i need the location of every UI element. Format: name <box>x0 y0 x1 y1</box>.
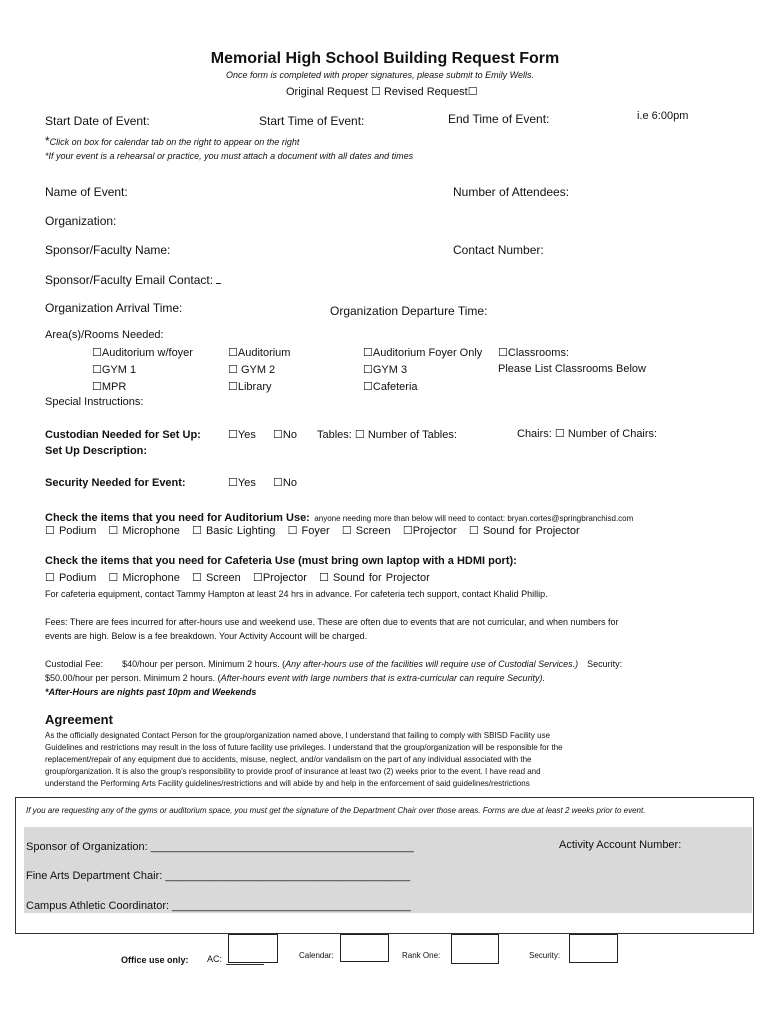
caf-podium-label: Podium <box>58 572 97 584</box>
office-rank-one-box[interactable] <box>451 934 499 964</box>
area-mpr[interactable] <box>92 380 126 393</box>
custodian-no-label: No <box>282 429 297 441</box>
aud-screen-label: Screen <box>355 525 391 537</box>
tables-label: Tables: <box>317 429 352 441</box>
area-library-checkbox[interactable] <box>228 381 238 393</box>
signature-note: If you are requesting any of the gyms or auditorium space, you must get the signature of the Department Chair over those areas. Forms are due at least 2 weeks prior to event. <box>26 806 646 815</box>
contact-number-label: Contact Number: <box>453 243 544 257</box>
area-auditorium-checkbox[interactable] <box>228 347 238 359</box>
area-mpr-checkbox[interactable] <box>92 381 102 393</box>
auditorium-items <box>45 524 580 537</box>
area-gym1[interactable] <box>92 363 136 376</box>
security-yes-checkbox[interactable] <box>228 477 238 489</box>
security-yes[interactable] <box>228 476 256 489</box>
caf-screen-label: Screen <box>205 572 241 584</box>
custodian-yes-checkbox[interactable] <box>228 429 238 441</box>
special-instructions-label: Special Instructions: <box>45 396 144 408</box>
agreement-line-3: replacement/repair of any equipment due to accidents, misuse, neglect, and/or vandalism on the part of any individual associated with the <box>45 755 532 764</box>
custodian-label: Custodian Needed for Set Up: <box>45 429 201 441</box>
custodian-yes-label: Yes <box>237 429 256 441</box>
security-fee-rate: $50.00/hour per person. Minimum 2 hours. ( <box>45 673 221 683</box>
caf-microphone-label: Microphone <box>122 572 180 584</box>
area-auditorium[interactable] <box>228 346 290 359</box>
start-date-label: Start Date of Event: <box>45 114 150 128</box>
custodial-fee-rate: $40/hour per person. Minimum 2 hours. ( <box>122 659 286 669</box>
revised-request-checkbox[interactable] <box>468 86 478 98</box>
area-gym1-checkbox[interactable] <box>92 364 102 376</box>
security-fee-row <box>45 673 545 683</box>
area-auditorium-foyer-label: Auditorium w/foyer <box>101 347 193 359</box>
aud-sound-checkbox[interactable] <box>469 525 479 537</box>
fees-line-2: events are high. Below is a fee breakdown. Your Activity Account will be charged. <box>45 631 368 641</box>
cafeteria-note: For cafeteria equipment, contact Tammy Hampton at least 24 hrs in advance. For cafeteria tech support, contact Khalid Phillip. <box>45 589 548 599</box>
agreement-line-5: understand the Performing Arts Facility guidelines/restrictions and will abide by and help in the enforcement of said guidelines/restrictions <box>45 779 530 788</box>
area-cafeteria-checkbox[interactable] <box>363 381 373 393</box>
area-auditorium-label: Auditorium <box>237 347 291 359</box>
agreement-line-1: As the officially designated Contact Person for the group/organization named above, I understand that failing to comply with SBISD Facility use <box>45 731 551 740</box>
area-library-label: Library <box>237 381 272 393</box>
chairs-checkbox[interactable] <box>555 428 565 440</box>
organization-label: Organization: <box>45 214 117 228</box>
calendar-note-text: Click on box for calendar tab on the right to appear on the right <box>49 137 300 147</box>
original-request-checkbox[interactable] <box>371 86 381 98</box>
aud-screen-checkbox[interactable] <box>342 525 352 537</box>
office-security-label: Security: <box>529 951 561 960</box>
area-gym3[interactable] <box>363 363 407 376</box>
rehearsal-note: *If your event is a rehearsal or practice, you must attach a document with all dates and times <box>45 151 414 161</box>
area-gym3-label: GYM 3 <box>372 364 408 376</box>
area-gym3-checkbox[interactable] <box>363 364 373 376</box>
areas-label: Area(s)/Rooms Needed: <box>45 329 164 341</box>
departure-time-label: Organization Departure Time: <box>330 304 488 318</box>
aud-podium-label: Podium <box>58 525 97 537</box>
office-use-label: Office use only: <box>121 955 189 965</box>
auditorium-use-heading: Check the items that you need for Auditorium Use: <box>45 512 310 524</box>
area-classrooms-checkbox[interactable] <box>498 347 508 359</box>
custodial-fee-note: Any after-hours use of the facilities will require use of Custodial Services.) <box>285 659 579 669</box>
sponsor-email-row <box>45 272 221 287</box>
custodial-fee-label: Custodial Fee: <box>45 659 104 669</box>
start-time-label: Start Time of Event: <box>259 114 365 128</box>
security-no-checkbox[interactable] <box>273 477 283 489</box>
office-calendar-label: Calendar: <box>299 951 334 960</box>
tables-checkbox[interactable] <box>355 429 365 441</box>
page-subtitle: Once form is completed with proper signatures, please submit to Emily Wells. <box>226 70 534 80</box>
security-fee-note: After-hours event with large numbers that is extra-curricular can require Security). <box>220 673 546 683</box>
custodian-yes[interactable] <box>228 428 256 441</box>
agreement-line-4: group/organization. It is also the group's responsibility to provide proof of insurance at least two (2) weeks prior to the event. I have read and <box>45 767 541 776</box>
chairs-label: Chairs: <box>517 428 552 440</box>
office-ac-label: AC: <box>207 954 223 964</box>
office-calendar-box[interactable] <box>340 934 389 962</box>
aud-projector-label: Projector <box>412 525 457 537</box>
arrival-time-label: Organization Arrival Time: <box>45 301 183 315</box>
custodial-fee-row <box>45 659 622 669</box>
caf-projector-checkbox[interactable] <box>253 572 263 584</box>
area-auditorium-foyer[interactable] <box>92 346 193 359</box>
end-time-label: End Time of Event: <box>448 112 550 126</box>
fees-line-1: Fees: There are fees incurred for after-hours use and weekend use. These are often due to events that are not curricular, and when numbers for <box>45 617 619 627</box>
security-no[interactable] <box>273 476 297 489</box>
athletic-signature-line[interactable]: Campus Athletic Coordinator: _______________________________________ <box>26 900 411 912</box>
sponsor-name-label: Sponsor/Faculty Name: <box>45 243 171 257</box>
tables-row <box>317 428 457 441</box>
aud-foyer-label: Foyer <box>301 525 330 537</box>
number-tables-label: Number of Tables: <box>367 429 457 441</box>
aud-lighting-checkbox[interactable] <box>192 525 202 537</box>
area-auditorium-foyer-checkbox[interactable] <box>92 347 102 359</box>
area-auditorium-foyer-only[interactable] <box>363 346 482 359</box>
area-classrooms-label: Classrooms: <box>507 347 569 359</box>
caf-sound-checkbox[interactable] <box>319 572 329 584</box>
signature-box <box>15 797 754 934</box>
office-security-box[interactable] <box>569 934 618 963</box>
sponsor-signature-line[interactable]: Sponsor of Organization: ___________________________________________ <box>26 841 414 853</box>
office-ac-underline <box>226 964 264 965</box>
area-gym2[interactable] <box>228 363 275 376</box>
area-library[interactable] <box>228 380 272 393</box>
caf-podium-checkbox[interactable] <box>45 572 55 584</box>
setup-description-label: Set Up Description: <box>45 445 148 457</box>
time-example: i.e 6:00pm <box>637 110 689 122</box>
number-attendees-label: Number of Attendees: <box>453 185 570 199</box>
agreement-line-2: Guidelines and restrictions may result in the loss of future facility use privileges. I understand that the group/organization will be responsible for the <box>45 743 563 752</box>
security-yes-label: Yes <box>237 477 256 489</box>
cafeteria-items <box>45 571 430 584</box>
after-hours-note: *After-Hours are nights past 10pm and Weekends <box>45 687 257 697</box>
aud-lighting-label: Basic Lighting <box>205 525 276 537</box>
request-type-row <box>286 85 478 98</box>
custodian-no[interactable] <box>273 428 297 441</box>
page-title: Memorial High School Building Request Form <box>210 50 560 67</box>
name-of-event-label: Name of Event: <box>45 185 128 199</box>
calendar-note-star: * <box>45 134 50 148</box>
caf-microphone-checkbox[interactable] <box>108 572 118 584</box>
number-chairs-label: Number of Chairs: <box>567 428 658 440</box>
sponsor-email-field[interactable] <box>216 272 221 284</box>
fine-arts-signature-line[interactable]: Fine Arts Department Chair: ________________________________________ <box>26 870 411 882</box>
aud-foyer-checkbox[interactable] <box>288 525 298 537</box>
aud-projector-checkbox[interactable] <box>403 525 413 537</box>
revised-request-label: Revised Request <box>383 86 468 98</box>
activity-account-label: Activity Account Number: <box>559 839 682 851</box>
aud-microphone-checkbox[interactable] <box>108 525 118 537</box>
area-classrooms[interactable] <box>498 346 569 359</box>
custodian-no-checkbox[interactable] <box>273 429 283 441</box>
calendar-note <box>45 132 299 150</box>
agreement-heading: Agreement <box>45 712 113 727</box>
security-fee-label: Security: <box>587 659 623 669</box>
area-foyer-only-label: Auditorium Foyer Only <box>372 347 483 359</box>
caf-sound-label: Sound for Projector <box>332 572 430 584</box>
classrooms-note: Please List Classrooms Below <box>498 363 646 375</box>
area-cafeteria[interactable] <box>363 380 418 393</box>
area-gym1-label: GYM 1 <box>101 364 137 376</box>
area-cafeteria-label: Cafeteria <box>372 381 418 393</box>
security-label: Security Needed for Event: <box>45 477 186 489</box>
signature-panel <box>24 827 752 913</box>
area-gym2-label: GYM 2 <box>240 364 276 376</box>
aud-podium-checkbox[interactable] <box>45 525 55 537</box>
cafeteria-use-heading: Check the items that you need for Cafeteria Use (must bring own laptop with a HDMI port): <box>45 555 517 567</box>
area-foyer-only-checkbox[interactable] <box>363 347 373 359</box>
aud-sound-label: Sound for Projector <box>482 525 580 537</box>
office-rank-one-label: Rank One: <box>402 951 441 960</box>
chairs-row <box>517 427 657 440</box>
original-request-label: Original Request <box>286 86 368 98</box>
caf-projector-label: Projector <box>262 572 307 584</box>
auditorium-contact-note: anyone needing more than below will need to contact: bryan.cortes@springbranchisd.com <box>314 514 634 523</box>
security-no-label: No <box>282 477 297 489</box>
area-mpr-label: MPR <box>101 381 127 393</box>
sponsor-email-label: Sponsor/Faculty Email Contact: <box>45 273 214 287</box>
area-gym2-checkbox[interactable] <box>228 364 238 376</box>
caf-screen-checkbox[interactable] <box>192 572 202 584</box>
office-ac-box[interactable] <box>228 934 278 963</box>
aud-microphone-label: Microphone <box>122 525 180 537</box>
